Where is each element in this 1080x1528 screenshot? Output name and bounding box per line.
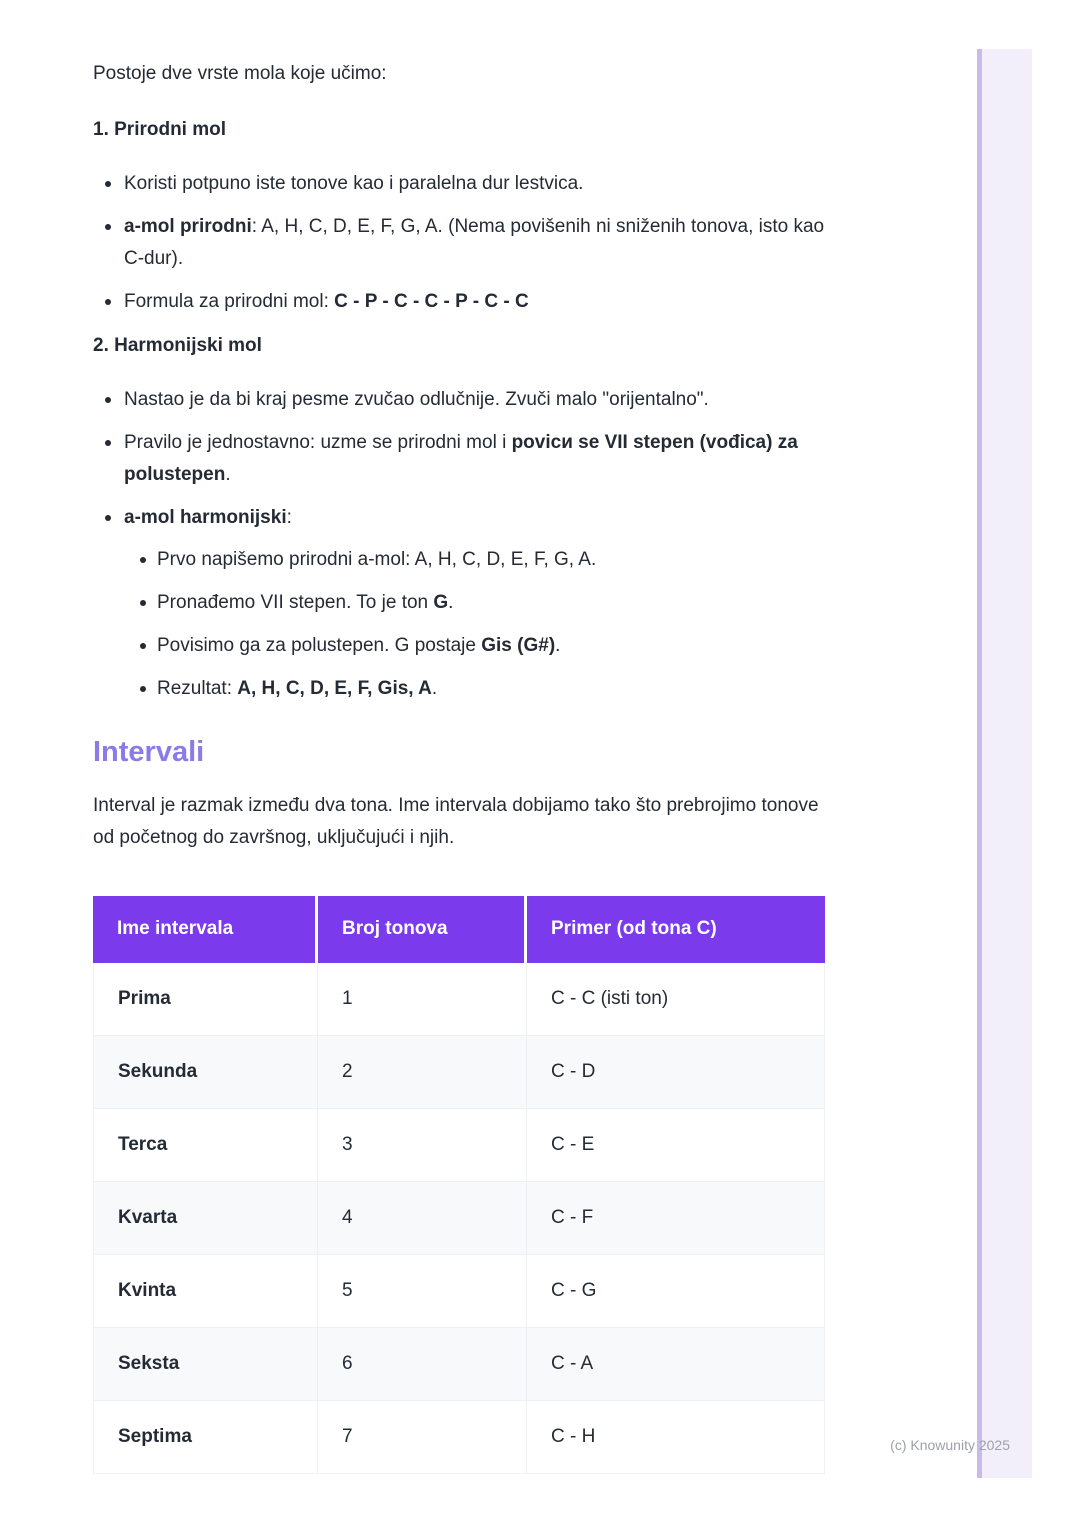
table-header-row [93, 896, 825, 963]
cell-example: C - G [527, 1255, 825, 1328]
cell-tone-count: 4 [318, 1182, 527, 1255]
cell-interval-name: Kvarta [93, 1182, 318, 1255]
intervals-description: Interval je razmak između dva tona. Ime intervala dobijamo tako što prebrojimo tonove od početnog do završnog, uključujući i njih. [93, 795, 819, 848]
bullet-icon [105, 181, 111, 187]
list-item [124, 673, 827, 705]
cell-tone-count: 1 [318, 963, 527, 1036]
bullet-icon [105, 299, 111, 305]
header-cell-broj-tonova: Broj tonova [318, 896, 527, 963]
cell-interval-name: Kvinta [93, 1255, 318, 1328]
list-item-text: Koristi potpuno iste tonove kao i paralelna dur lestvica. [124, 173, 584, 194]
table-row [93, 963, 825, 1036]
nested-bullet-list [124, 544, 827, 705]
cell-tone-count: 6 [318, 1328, 527, 1401]
list-item [124, 544, 827, 576]
bullet-list-harmonijski [93, 384, 827, 716]
list-item-text: Rezultat: A, H, C, D, E, F, Gis, A. [157, 678, 438, 699]
section-heading-prirodni-mol: 1. Prirodni mol [93, 119, 227, 140]
bullet-icon [105, 397, 111, 403]
list-item-text: a-mol prirodni: A, H, C, D, E, F, G, A. (Nema povišenih ni sniženih tonova, isto kao C-dur). [124, 216, 825, 269]
cell-example: C - C (isti ton) [527, 963, 825, 1036]
intervals-heading: Intervali [93, 736, 205, 768]
bullet-list-prirodni [93, 168, 827, 318]
table-row [93, 1182, 825, 1255]
list-item [93, 211, 827, 275]
cell-example: C - E [527, 1109, 825, 1182]
list-item [93, 427, 827, 491]
table-row [93, 1328, 825, 1401]
section-heading-harmonijski-mol: 2. Harmonijski mol [93, 335, 262, 356]
list-item [93, 286, 827, 318]
list-item-text: Prvo napišemo prirodni a-mol: A, H, C, D, E, F, G, A. [157, 549, 597, 570]
cell-example: C - D [527, 1036, 825, 1109]
table-row [93, 1036, 825, 1109]
table-header [93, 896, 825, 963]
table-body [93, 963, 825, 1474]
cell-example: C - H [527, 1401, 825, 1474]
cell-interval-name: Septima [93, 1401, 318, 1474]
cell-interval-name: Sekunda [93, 1036, 318, 1109]
list-item-text: Pravilo je jednostavno: uzme se prirodni mol i povicи se VII stepen (vođica) za polustepen. [124, 432, 798, 485]
cell-example: C - F [527, 1182, 825, 1255]
list-item [93, 168, 827, 200]
cell-interval-name: Prima [93, 963, 318, 1036]
bullet-icon [140, 686, 146, 692]
cell-example: C - A [527, 1328, 825, 1401]
bullet-icon [105, 515, 111, 521]
list-item-text: Povisimo ga za polustepen. G postaje Gis (G#). [157, 635, 561, 656]
table-row [93, 1109, 825, 1182]
table-row [93, 1401, 825, 1474]
bullet-icon [140, 600, 146, 606]
document-content [93, 58, 827, 1474]
cell-tone-count: 5 [318, 1255, 527, 1328]
bullet-icon [140, 557, 146, 563]
list-item-text: a-mol harmonijski: Prvo napišemo prirodni a-mol: A, H, C, D, E, F, G, A. Pronađemo VII stepen. To je ton G. Povisimo ga za polustepen. G postaje Gis (G#). Rezultat: A, H, C, D, E, F, Gis, A. [124, 502, 827, 716]
intro-paragraph: Postoje dve vrste mola koje učimo: [93, 63, 387, 84]
cell-tone-count: 7 [318, 1401, 527, 1474]
list-item [124, 630, 827, 662]
cell-tone-count: 3 [318, 1109, 527, 1182]
list-item [93, 384, 827, 416]
cell-tone-count: 2 [318, 1036, 527, 1109]
intervals-table [93, 896, 825, 1474]
header-cell-primer: Primer (od tona C) [527, 896, 825, 963]
list-item-text: Formula za prirodni mol: C - P - C - C - P - C - C [124, 291, 529, 312]
list-item [93, 502, 827, 716]
bullet-icon [140, 643, 146, 649]
table-row [93, 1255, 825, 1328]
side-panel [977, 49, 1032, 1478]
cell-interval-name: Terca [93, 1109, 318, 1182]
bullet-icon [105, 224, 111, 230]
bullet-icon [105, 440, 111, 446]
list-item-text: Pronađemo VII stepen. To je ton G. [157, 592, 454, 613]
list-item [124, 587, 827, 619]
list-item-text: Nastao je da bi kraj pesme zvučao odlučnije. Zvuči malo "orijentalno". [124, 389, 709, 410]
cell-interval-name: Seksta [93, 1328, 318, 1401]
watermark: (c) Knowunity 2025 [890, 1437, 1010, 1453]
header-cell-ime-intervala: Ime intervala [93, 896, 318, 963]
